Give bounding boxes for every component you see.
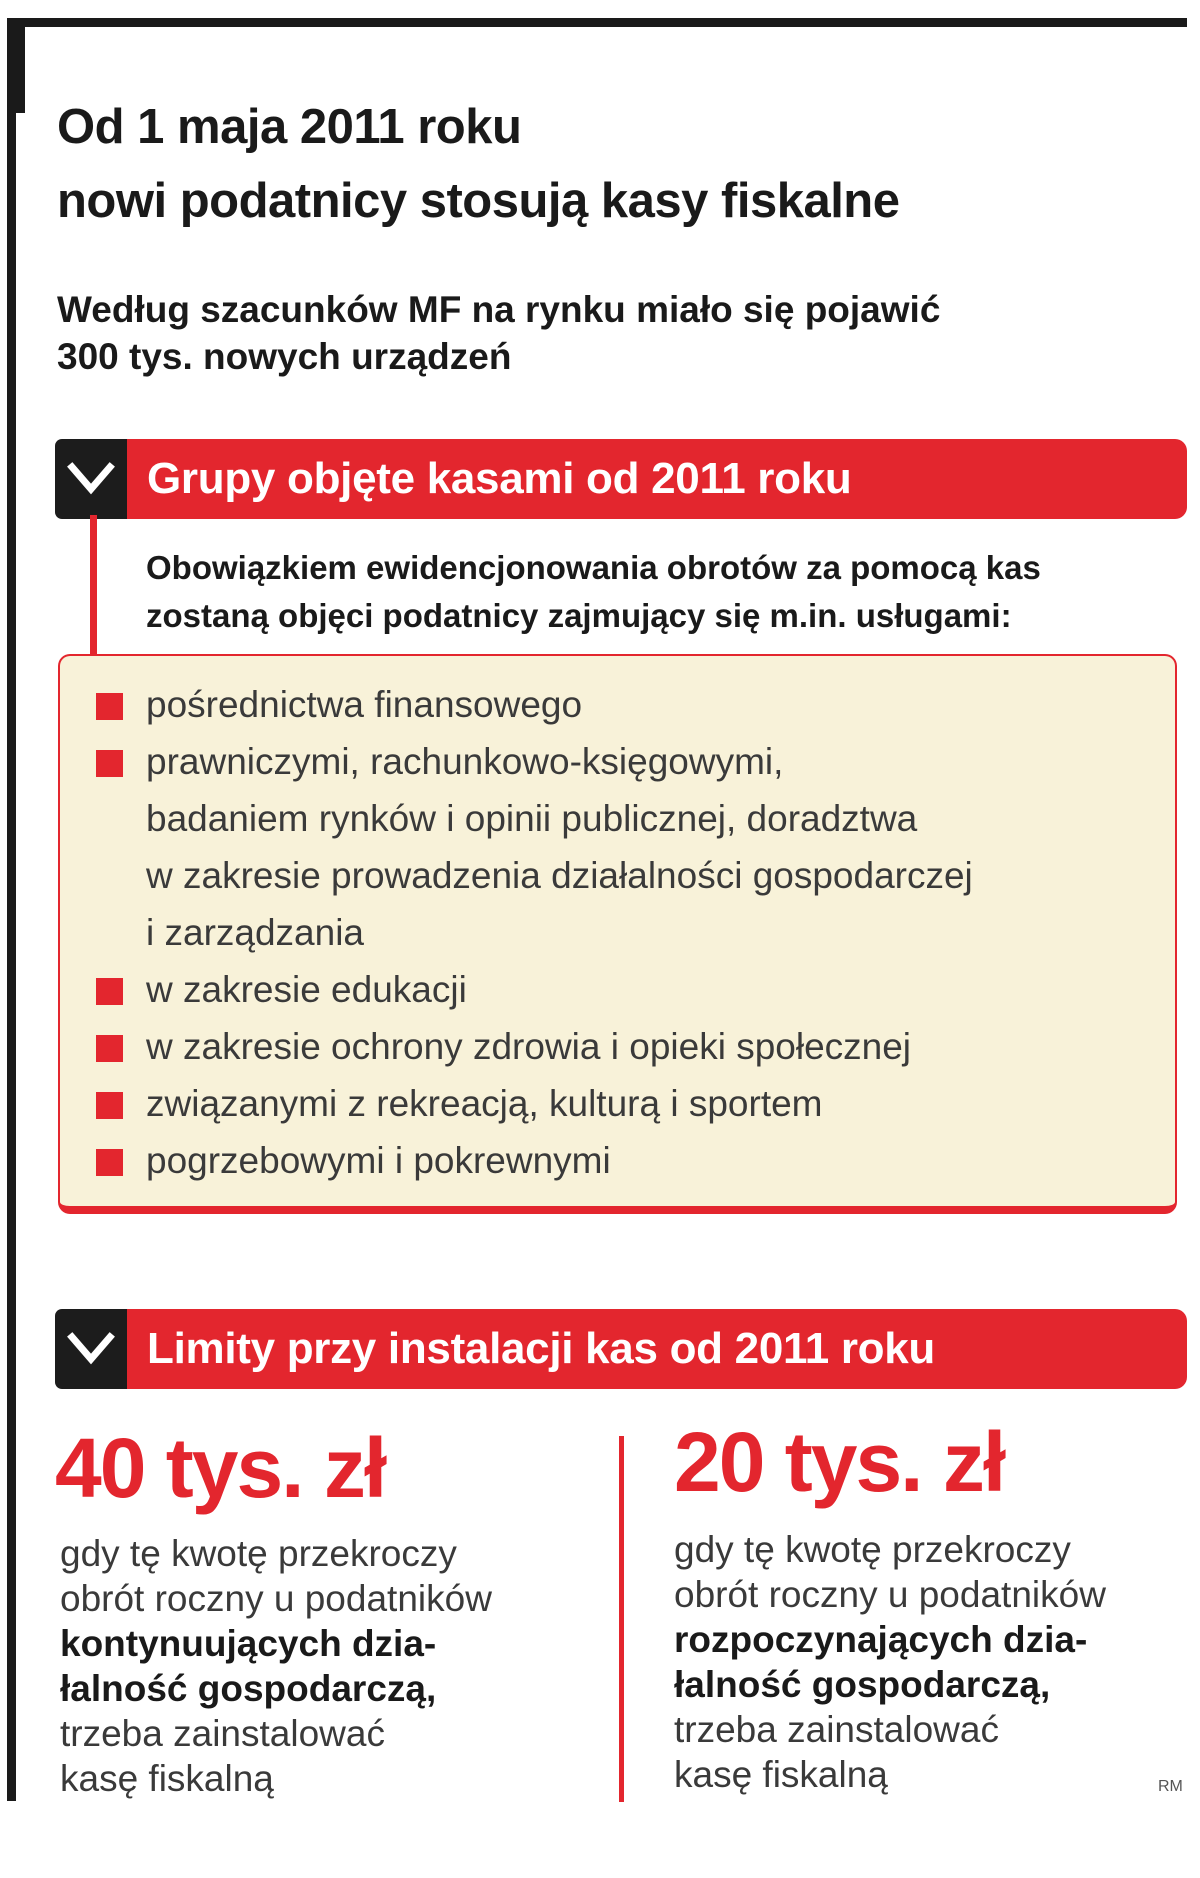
list-item-text: pogrzebowymi i pokrewnymi (146, 1140, 611, 1181)
section-groups-header (55, 439, 1187, 519)
desc-line: gdy tę kwotę przekroczy (60, 1533, 457, 1574)
intro-line-1: Obowiązkiem ewidencjonowania obrotów za pomocą kas (146, 549, 1041, 586)
list-item (146, 1132, 1156, 1189)
section-groups-title: Grupy objęte kasami od 2011 roku (147, 454, 852, 503)
frame-corner-block (7, 18, 25, 113)
limit-amount-starting: 20 tys. zł (674, 1415, 1005, 1509)
list-item-text: pośrednictwa finansowego (146, 684, 583, 725)
list-item (146, 961, 1156, 1018)
frame-top-rule (7, 18, 1187, 27)
page-subtitle (57, 286, 1157, 380)
connector-line (90, 515, 97, 655)
limit-description-starting (674, 1527, 1174, 1797)
intro-line-2: zostaną objęci podatnicy zajmujący się m.in. usługami: (146, 597, 1012, 634)
desc-line: kasę fiskalną (674, 1754, 888, 1795)
desc-bold-line: łalność gospodarczą, (60, 1668, 437, 1709)
square-bullet-icon (96, 978, 123, 1005)
list-item-text: prawniczymi, rachunkowo-księgowymi, (146, 741, 784, 782)
desc-line: gdy tę kwotę przekroczy (674, 1529, 1071, 1570)
desc-line: kasę fiskalną (60, 1758, 274, 1799)
desc-line: obrót roczny u podatników (674, 1574, 1106, 1615)
author-credit: RM (1158, 1778, 1183, 1795)
section-limits-header (55, 1309, 1187, 1389)
list-item-text: i zarządzania (146, 912, 365, 953)
section-groups-intro (146, 544, 1166, 640)
page-subtitle-line-1: Według szacunków MF na rynku miało się pojawić (57, 289, 941, 330)
section-limits-title: Limity przy instalacji kas od 2011 roku (147, 1324, 935, 1373)
desc-bold-line: kontynuujących dzia- (60, 1623, 437, 1664)
frame-left-rule (7, 18, 16, 1801)
limit-amount-continuing: 40 tys. zł (55, 1421, 386, 1515)
list-item (146, 1075, 1156, 1132)
square-bullet-icon (96, 1035, 123, 1062)
square-bullet-icon (96, 1149, 123, 1176)
page-title (57, 90, 1157, 238)
desc-line: trzeba zainstalować (674, 1709, 999, 1750)
desc-line: obrót roczny u podatników (60, 1578, 492, 1619)
list-item (146, 1018, 1156, 1075)
chevron-down-icon (55, 1309, 127, 1389)
limit-description-continuing (60, 1531, 560, 1801)
list-item-text: w zakresie ochrony zdrowia i opieki społecznej (146, 1026, 912, 1067)
list-item (146, 733, 1156, 961)
page-title-line-2: nowi podatnicy stosują kasy fiskalne (57, 174, 900, 228)
list-item-text: w zakresie prowadzenia działalności gospodarczej (146, 855, 973, 896)
desc-line: trzeba zainstalować (60, 1713, 385, 1754)
page-subtitle-line-2: 300 tys. nowych urządzeń (57, 336, 512, 377)
desc-bold-line: rozpoczynających dzia- (674, 1619, 1088, 1660)
square-bullet-icon (96, 693, 123, 720)
list-item-text: badaniem rynków i opinii publicznej, doradztwa (146, 798, 918, 839)
services-list (146, 676, 1156, 1189)
square-bullet-icon (96, 750, 123, 777)
square-bullet-icon (96, 1092, 123, 1119)
page-title-line-1: Od 1 maja 2011 roku (57, 100, 522, 154)
chevron-down-icon (55, 439, 127, 519)
list-item (146, 676, 1156, 733)
desc-bold-line: łalność gospodarczą, (674, 1664, 1051, 1705)
list-item-text: związanymi z rekreacją, kulturą i sportem (146, 1083, 823, 1124)
column-divider (619, 1436, 624, 1802)
list-item-text: w zakresie edukacji (146, 969, 467, 1010)
